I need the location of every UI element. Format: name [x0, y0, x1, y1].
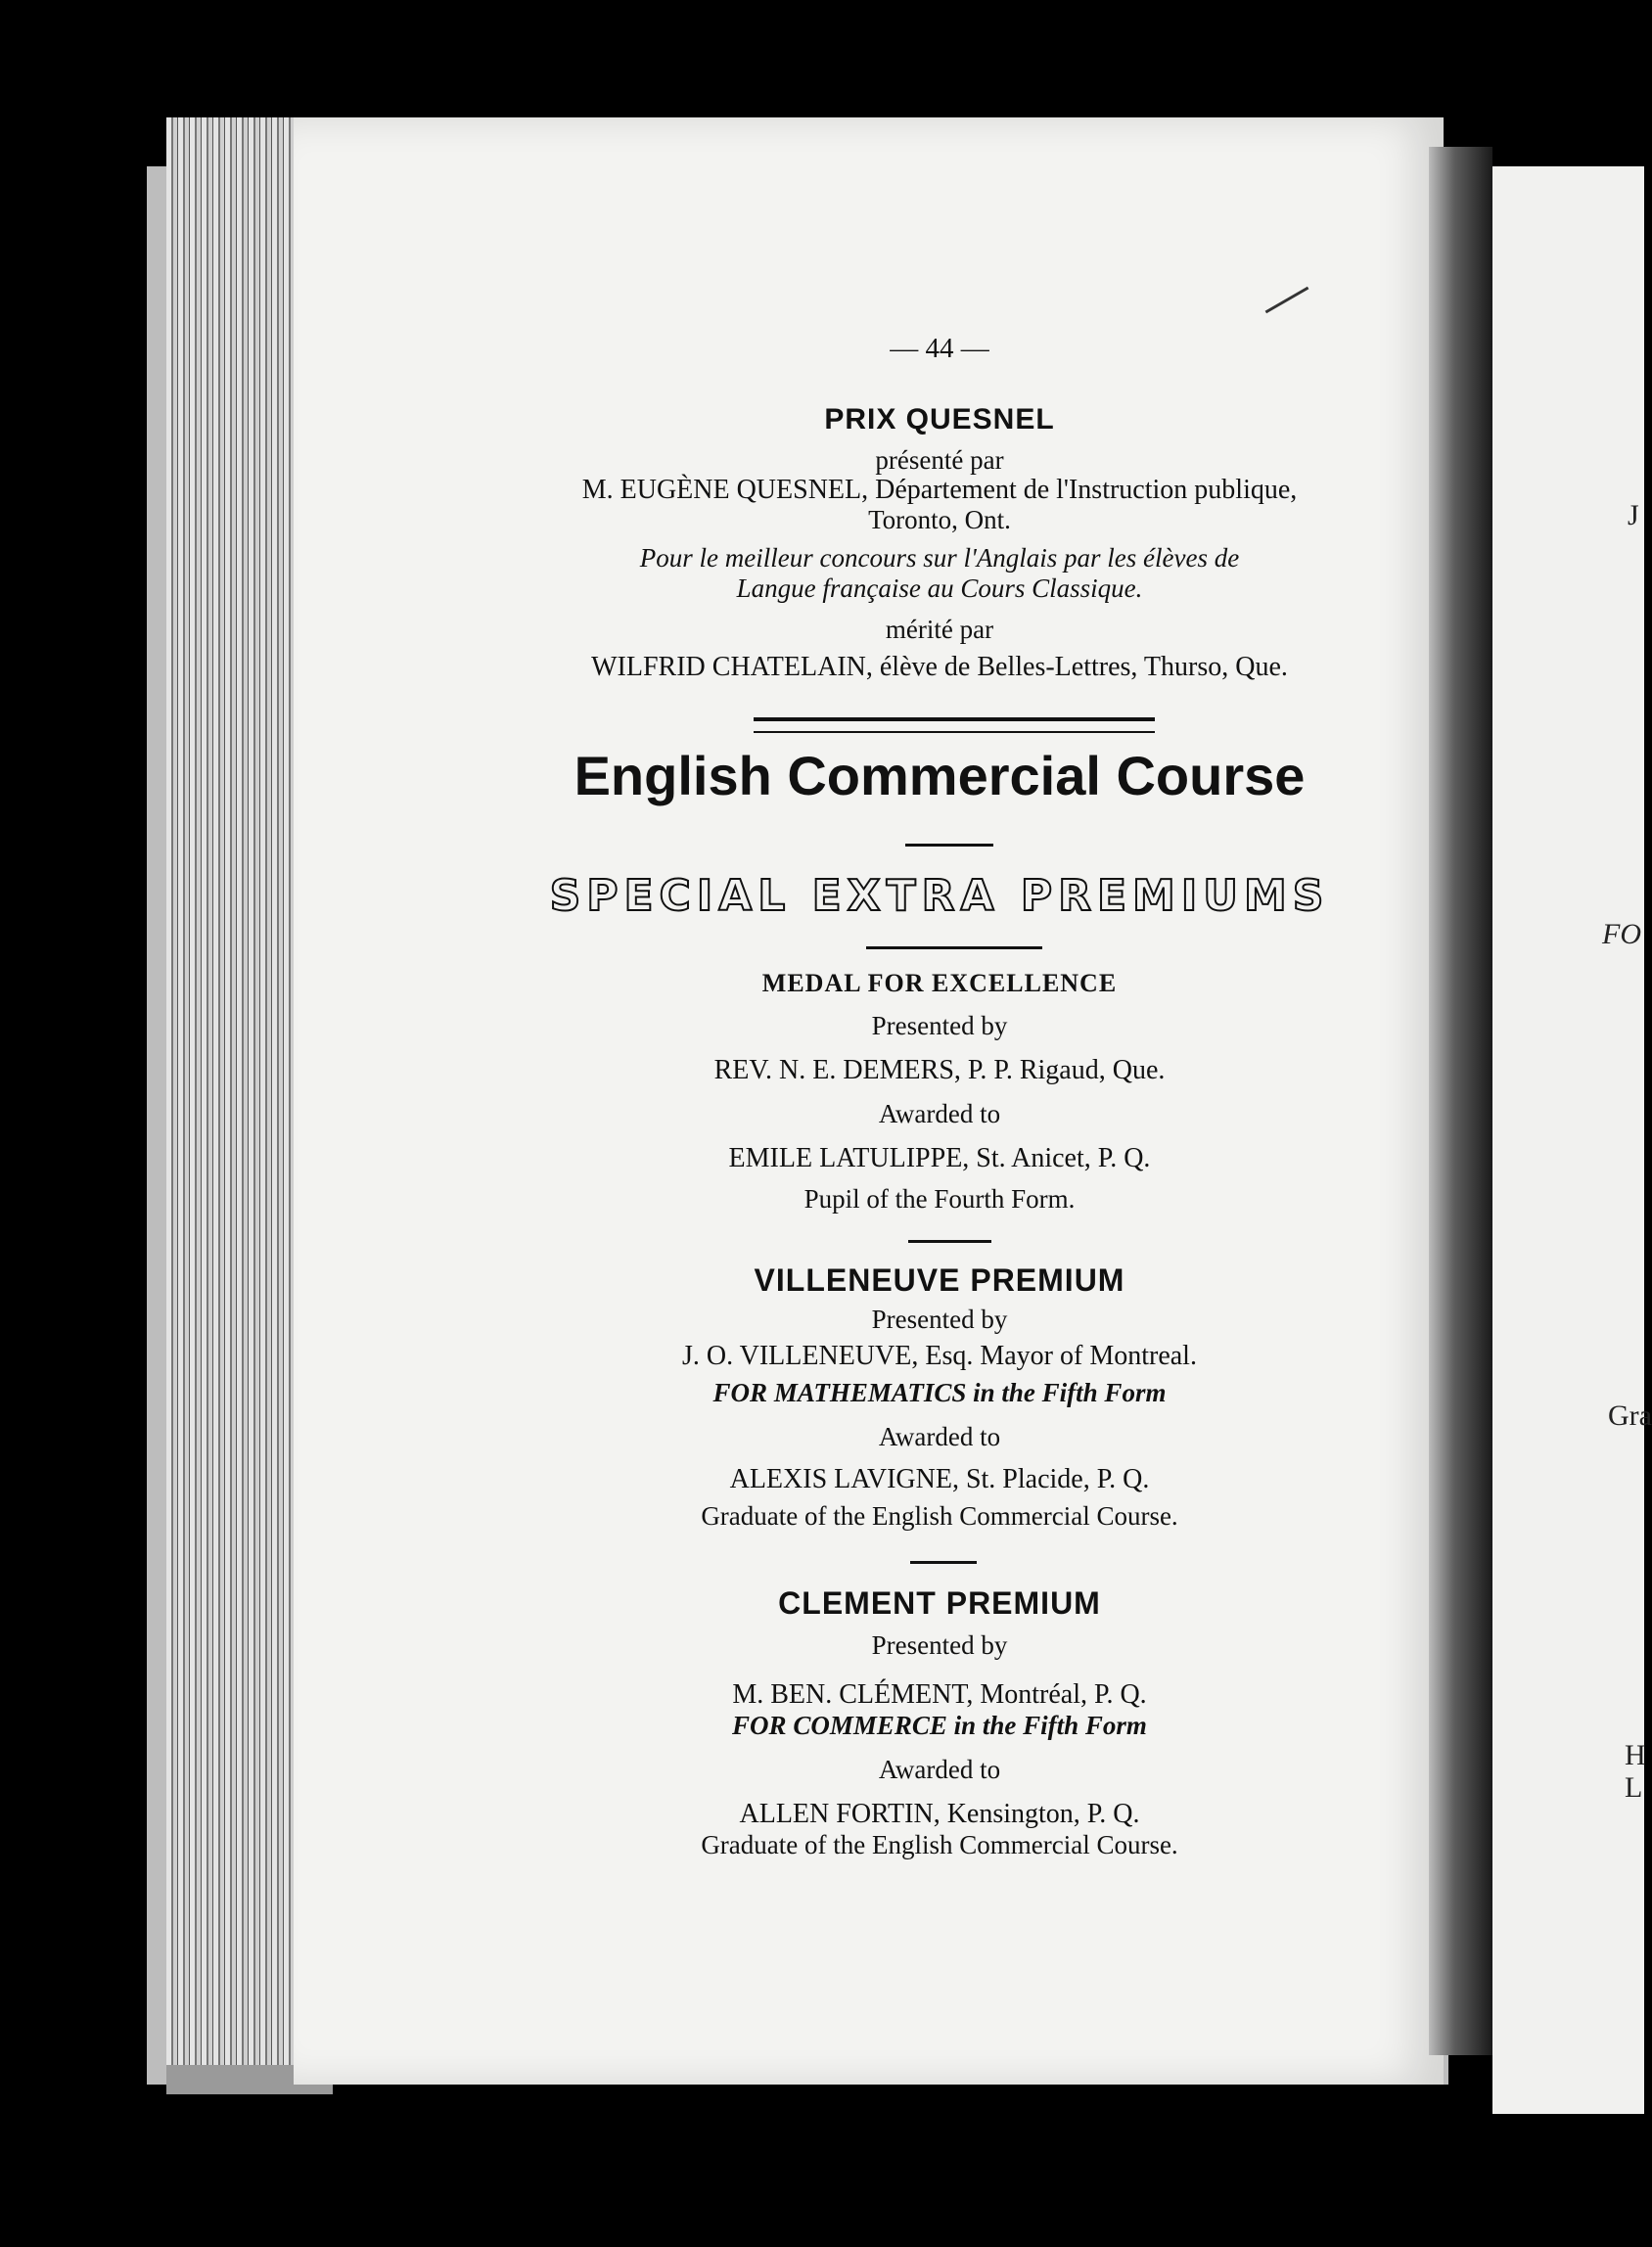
prix-quesnel-purpose: Pour le meilleur concours sur l'Anglais par les élèves de [639, 543, 1240, 573]
prix-quesnel-presenter-place: Toronto, Ont. [868, 505, 1011, 534]
prix-quesnel-title: PRIX QUESNEL [824, 403, 1055, 436]
medal-winner-note: Pupil of the Fourth Form. [803, 1184, 1076, 1214]
prix-quesnel-purpose: Langue française au Cours Classique. [736, 573, 1143, 603]
villeneuve-awarded-label: Awarded to [878, 1422, 1001, 1451]
prix-quesnel-presenter: M. EUGÈNE QUESNEL, Département de l'Instruction publique, [581, 475, 1298, 505]
facing-page-fragment: Gra [1608, 1399, 1652, 1432]
facing-page-fragment: H [1625, 1739, 1646, 1771]
medal-awarded-label: Awarded to [878, 1099, 1001, 1128]
section-rule [910, 1561, 977, 1564]
villeneuve-subject: FOR MATHEMATICS in the Fifth Form [712, 1378, 1167, 1407]
medal-presented-label: Presented by [871, 1011, 1008, 1040]
clement-winner-note: Graduate of the English Commercial Course. [701, 1830, 1178, 1859]
prix-quesnel-merit-label: mérité par [885, 615, 994, 644]
clement-presented-label: Presented by [871, 1630, 1008, 1660]
villeneuve-winner: ALEXIS LAVIGNE, St. Placide, P. Q. [729, 1464, 1150, 1494]
clement-subject: FOR COMMERCE in the Fifth Form [732, 1711, 1147, 1740]
facing-page-fragment: J [1628, 499, 1639, 531]
clement-title: CLEMENT PREMIUM [778, 1585, 1101, 1621]
villeneuve-winner-note: Graduate of the English Commercial Course. [701, 1501, 1178, 1531]
section-rule [866, 946, 1042, 949]
medal-presenter: REV. N. E. DEMERS, P. P. Rigaud, Que. [713, 1055, 1166, 1085]
villeneuve-presenter: J. O. VILLENEUVE, Esq. Mayor of Montreal. [682, 1341, 1197, 1371]
clement-winner: ALLEN FORTIN, Kensington, P. Q. [739, 1799, 1140, 1829]
facing-page [1492, 166, 1652, 2114]
prix-quesnel-winner: WILFRID CHATELAIN, élève de Belles-Lettres, Thurso, Que. [591, 652, 1288, 682]
facing-page-fragment: FO [1602, 918, 1641, 950]
page-number: — 44 — [890, 333, 989, 364]
medal-winner: EMILE LATULIPPE, St. Anicet, P. Q. [728, 1143, 1151, 1173]
villeneuve-title: VILLENEUVE PREMIUM [754, 1262, 1125, 1298]
section-rule [905, 844, 993, 847]
special-premiums-heading: SPECIAL EXTRA PREMIUMS [549, 871, 1330, 921]
section-rule [908, 1240, 991, 1243]
medal-title: MEDAL FOR EXCELLENCE [761, 969, 1118, 997]
course-heading: English Commercial Course [574, 745, 1306, 806]
facing-page-fragment: L [1625, 1771, 1643, 1804]
prix-quesnel-presented-label: présenté par [875, 445, 1004, 475]
book-gutter [1429, 147, 1492, 2055]
double-rule [754, 717, 1155, 733]
clement-awarded-label: Awarded to [878, 1755, 1001, 1784]
clement-presenter: M. BEN. CLÉMENT, Montréal, P. Q. [732, 1679, 1147, 1710]
villeneuve-presented-label: Presented by [871, 1305, 1008, 1334]
